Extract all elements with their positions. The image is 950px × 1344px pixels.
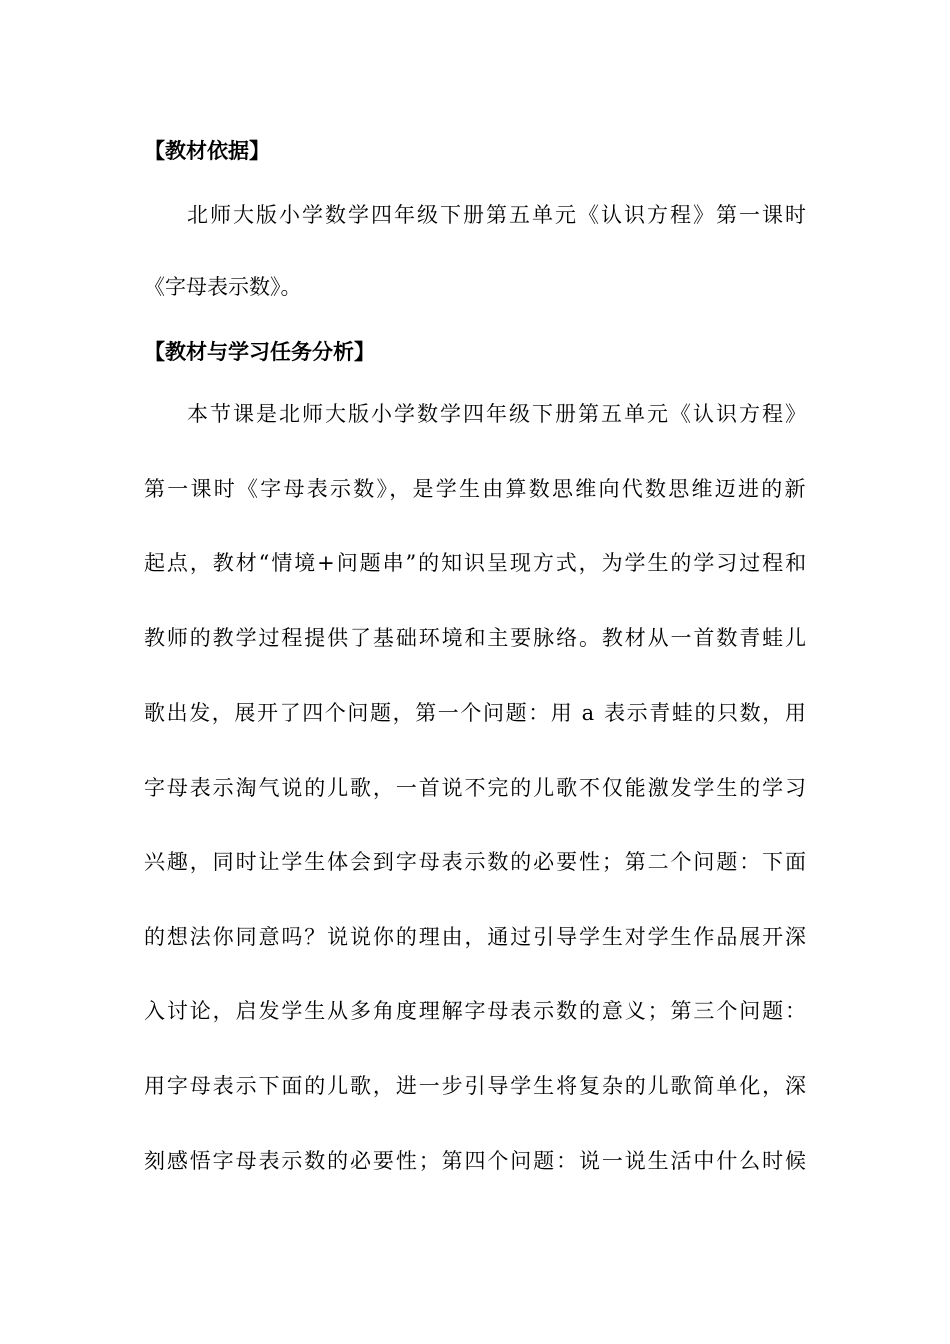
paragraph-line: 用字母表示下面的儿歌，进一步引导学生将复杂的儿歌简单化，深: [144, 1074, 808, 1098]
paragraph-line: 兴趣，同时让学生体会到字母表示数的必要性；第二个问题：下面: [144, 850, 808, 874]
section-heading-basis: 【教材依据】: [144, 139, 270, 163]
paragraph-line: 字母表示淘气说的儿歌，一首说不完的儿歌不仅能激发学生的学习: [144, 776, 808, 800]
paragraph-line: 的想法你同意吗？说说你的理由，通过引导学生对学生作品展开深: [144, 925, 808, 949]
paragraph-line: 第一课时《字母表示数》，是学生由算数思维向代数思维迈进的新: [144, 477, 808, 501]
paragraph-line: 歌出发，展开了四个问题，第一个问题：用 a 表示青蛙的只数，用: [144, 701, 808, 725]
paragraph-line: 起点，教材“情境+问题串”的知识呈现方式，为学生的学习过程和: [144, 551, 808, 575]
paragraph-line: 北师大版小学数学四年级下册第五单元《认识方程》第一课时: [187, 203, 808, 227]
section-heading-analysis: 【教材与学习任务分析】: [144, 340, 375, 364]
paragraph-line: 《字母表示数》。: [144, 275, 302, 299]
paragraph-line: 入讨论，启发学生从多角度理解字母表示数的意义；第三个问题：: [144, 999, 808, 1023]
paragraph-line: 教师的教学过程提供了基础环境和主要脉络。教材从一首数青蛙儿: [144, 626, 808, 650]
paragraph-line: 刻感悟字母表示数的必要性；第四个问题：说一说生活中什么时候: [144, 1149, 808, 1173]
paragraph-line: 本节课是北师大版小学数学四年级下册第五单元《认识方程》: [187, 402, 808, 426]
